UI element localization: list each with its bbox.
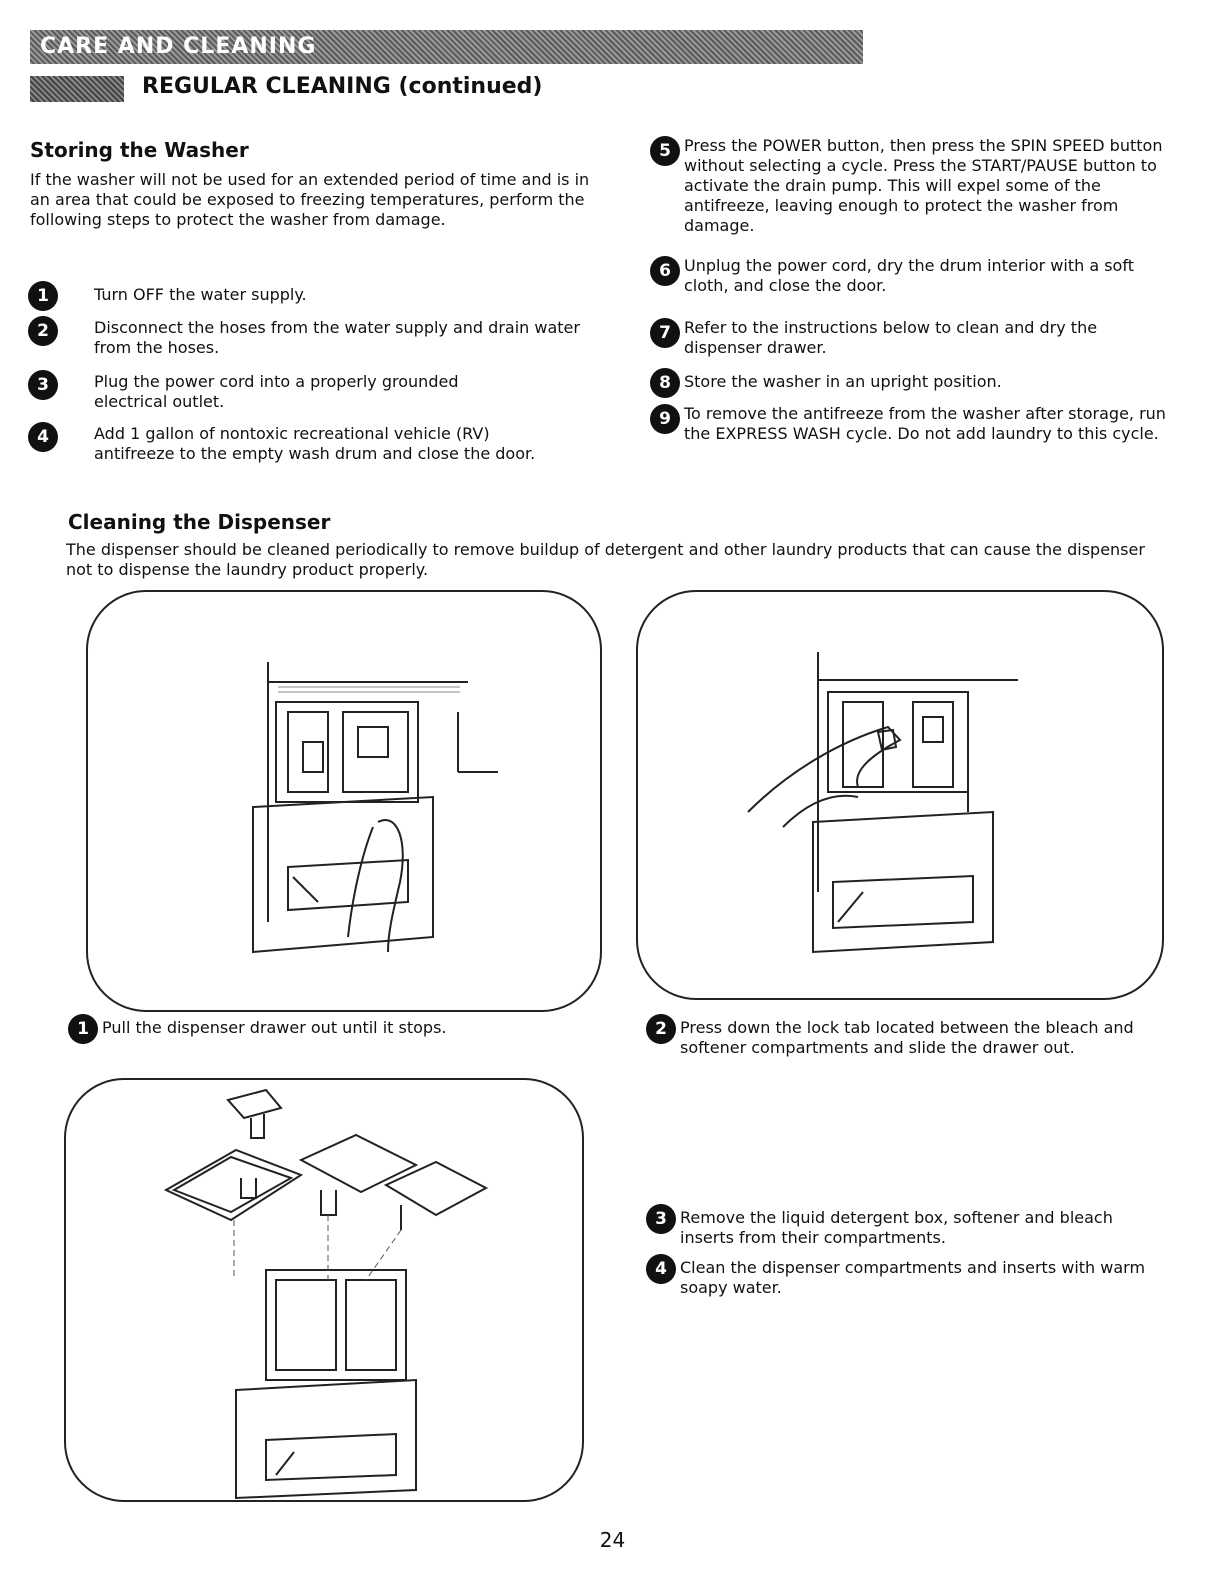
dispenser-step-4	[646, 1254, 1166, 1298]
inserts-drawing	[66, 1080, 582, 1500]
storing-step-6	[650, 256, 1170, 296]
storing-step-1	[28, 281, 608, 305]
storing-step-2	[28, 316, 608, 358]
storing-step-5	[650, 136, 1170, 236]
storing-step-4	[28, 422, 608, 464]
step-text: Remove the liquid detergent box, softener and bleach inserts from their compartments.	[680, 1208, 1113, 1247]
dispenser-step-1	[68, 1014, 588, 1038]
step-text: Store the washer in an upright position.	[684, 372, 1002, 391]
step-text: Add 1 gallon of nontoxic recreational vehicle (RV) antifreeze to the empty wash drum and close the door.	[94, 424, 536, 463]
step-text: Plug the power cord into a properly grounded electrical outlet.	[94, 372, 459, 411]
step-text: Refer to the instructions below to clean and dry the dispenser drawer.	[684, 318, 1098, 357]
lock-tab-drawing	[638, 592, 1162, 998]
step-number-3: 3	[646, 1204, 676, 1234]
step-text: Pull the dispenser drawer out until it stops.	[102, 1018, 447, 1037]
step-number-9: 9	[650, 404, 680, 434]
section-title: CARE AND CLEANING	[40, 34, 317, 59]
step-number-2: 2	[28, 316, 58, 346]
dispenser-step-2	[646, 1014, 1176, 1058]
step-number-5: 5	[650, 136, 680, 166]
step-text: To remove the antifreeze from the washer after storage, run the EXPRESS WASH cycle. Do not add laundry to this cycle.	[684, 404, 1166, 443]
step-number-1: 1	[28, 281, 58, 311]
step-number-4: 4	[646, 1254, 676, 1284]
step-number-1: 1	[68, 1014, 98, 1044]
step-number-8: 8	[650, 368, 680, 398]
storing-title: Storing the Washer	[30, 138, 249, 162]
illustration-remove-inserts	[64, 1078, 584, 1502]
step-number-2: 2	[646, 1014, 676, 1044]
storing-step-9	[650, 404, 1170, 444]
step-text: Clean the dispenser compartments and inserts with warm soapy water.	[680, 1258, 1146, 1297]
illustration-pull-drawer	[86, 590, 602, 1012]
step-text: Press down the lock tab located between the bleach and softener compartments and slide the drawer out.	[680, 1018, 1134, 1057]
dispenser-intro: The dispenser should be cleaned periodically to remove buildup of detergent and other laundry products that can cause the dispenser not to dispense the laundry product properly.	[66, 540, 1145, 579]
dispenser-title: Cleaning the Dispenser	[68, 510, 331, 534]
step-number-3: 3	[28, 370, 58, 400]
drawer-pull-drawing	[88, 592, 600, 1010]
section-banner	[30, 30, 863, 64]
step-text: Turn OFF the water supply.	[94, 285, 307, 304]
step-text: Unplug the power cord, dry the drum interior with a soft cloth, and close the door.	[684, 256, 1134, 295]
storing-step-3	[28, 370, 608, 412]
page-number: 24	[599, 1528, 626, 1552]
step-number-4: 4	[28, 422, 58, 452]
step-text: Disconnect the hoses from the water supply and drain water from the hoses.	[94, 318, 580, 357]
step-number-6: 6	[650, 256, 680, 286]
heading-marker	[30, 76, 124, 102]
step-number-7: 7	[650, 318, 680, 348]
illustration-press-lock-tab	[636, 590, 1164, 1000]
step-text: Press the POWER button, then press the SPIN SPEED button without selecting a cycle. Press the START/PAUSE button to activate the drain pump. This will expel some of the antifreeze, leaving enough to protect the washer from damage.	[684, 136, 1163, 235]
storing-intro: If the washer will not be used for an extended period of time and is in an area that could be exposed to freezing temperatures, perform the following steps to protect the washer from damage.	[30, 170, 590, 229]
storing-step-7	[650, 318, 1170, 358]
storing-step-8	[650, 368, 1170, 392]
dispenser-step-3	[646, 1204, 1146, 1248]
subsection-title: REGULAR CLEANING (continued)	[142, 74, 543, 99]
